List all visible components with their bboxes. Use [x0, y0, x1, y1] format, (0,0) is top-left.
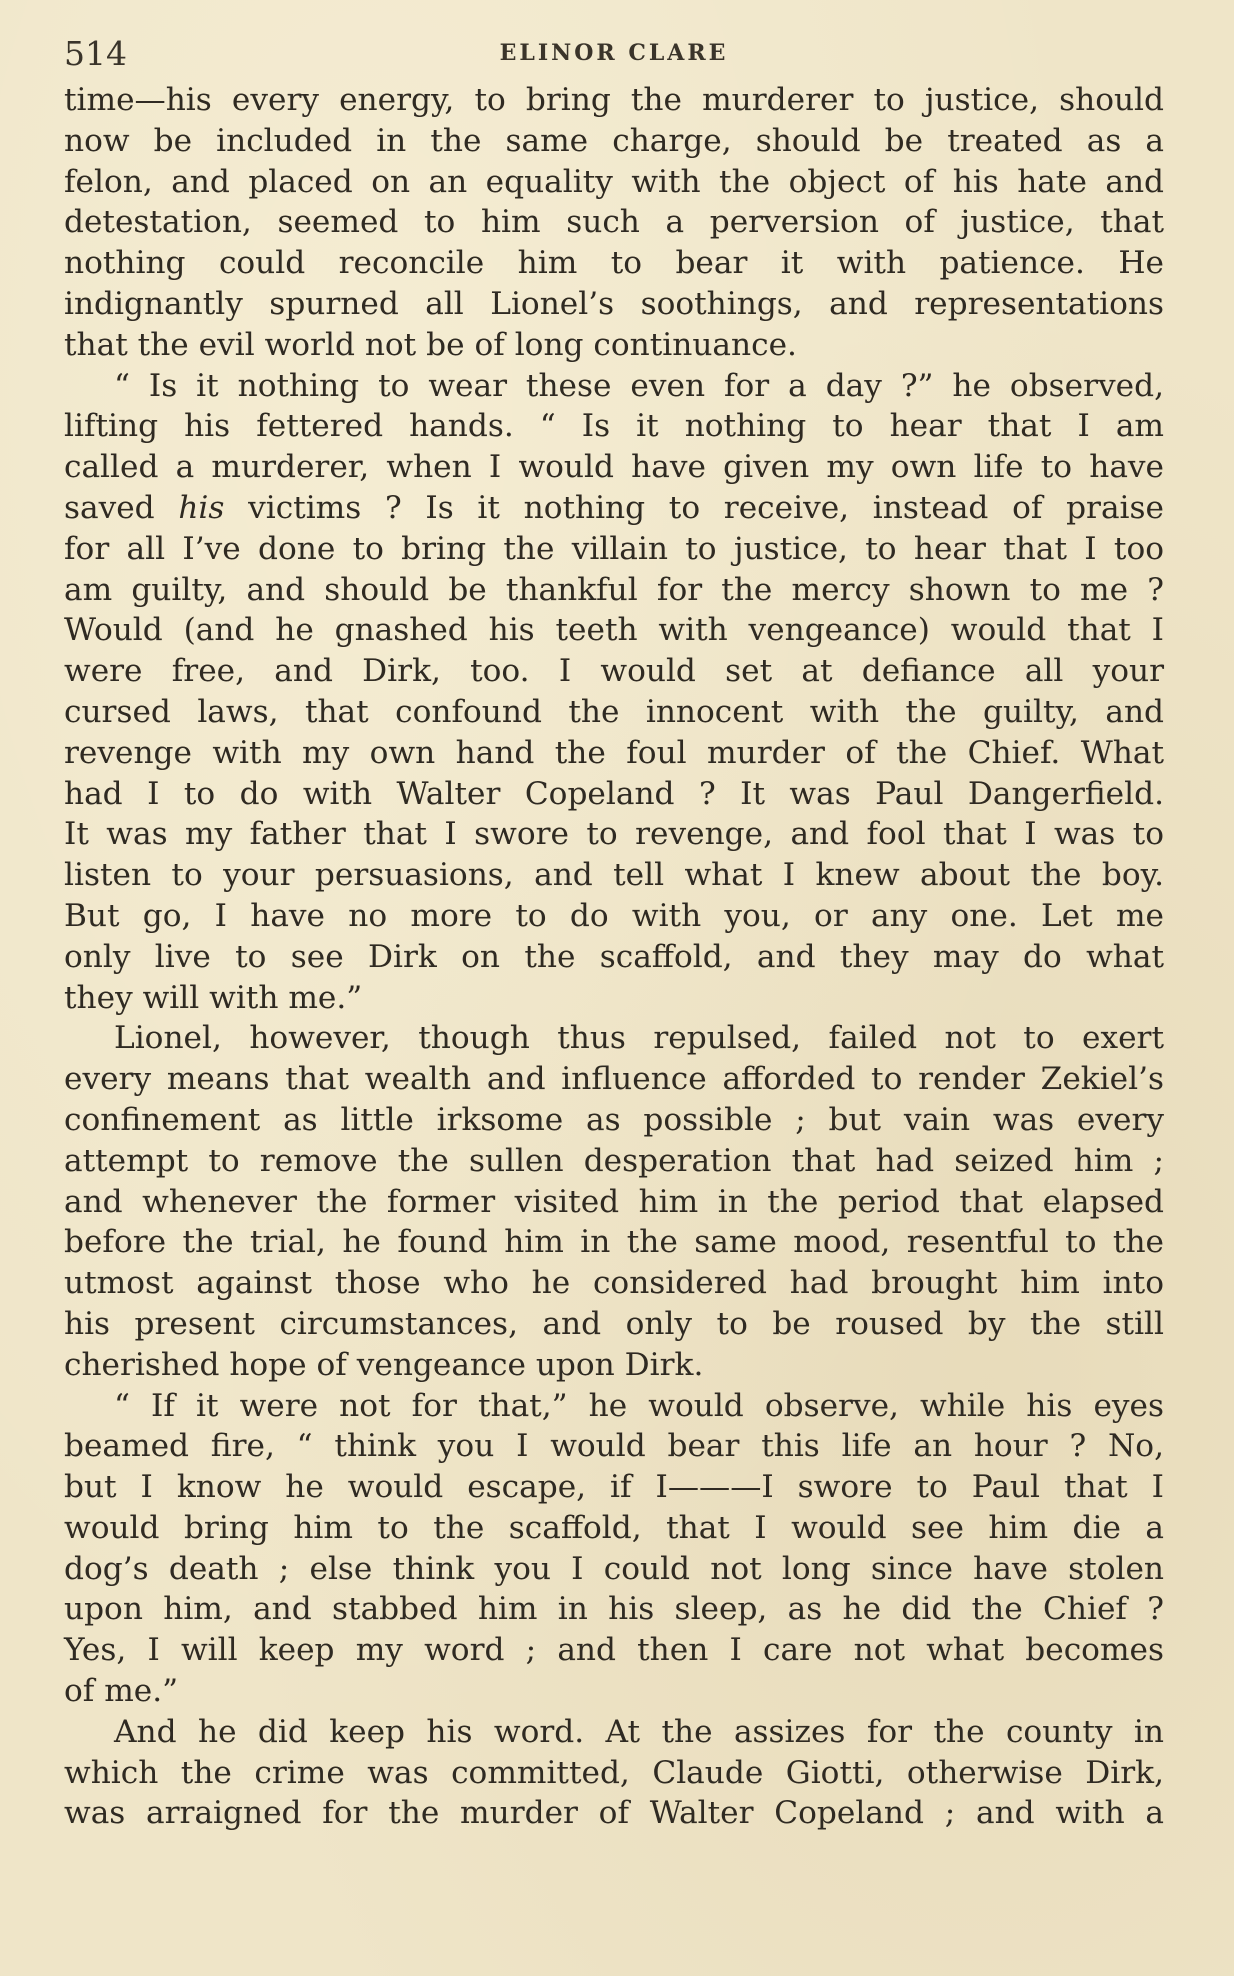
running-title: ELINOR CLARE: [499, 40, 729, 66]
text-line: for all I’ve done to bring the villain to justice, to hear that I too: [64, 530, 1164, 567]
text-line: Lionel, however, though thus repulsed, failed not to exert: [114, 1020, 1164, 1057]
text-line: “ Is it nothing to wear these even for a day ?” he observed,: [114, 367, 1164, 404]
text-line: indignantly spurned all Lionel’s soothings, and representations: [64, 285, 1164, 322]
text-line: detestation, seemed to him such a perversion of justice, that: [64, 204, 1164, 241]
text-line: Would (and he gnashed his teeth with vengeance) would that I: [64, 612, 1164, 649]
text-line: listen to your persuasions, and tell what I knew about the boy.: [64, 857, 1164, 894]
text-line: upon him, and stabbed him in his sleep, as he did the Chief ?: [64, 1591, 1164, 1628]
body-text: [64, 80, 1164, 1834]
text-line: revenge with my own hand the foul murder of the Chief. What: [64, 734, 1164, 771]
text-line: called a murderer, when I would have given my own life to have: [64, 449, 1164, 486]
text-line: which the crime was committed, Claude Giotti, otherwise Dirk,: [64, 1754, 1164, 1791]
text-line: before the trial, he found him in the same mood, resentful to the: [64, 1224, 1164, 1261]
text-line: It was my father that I swore to revenge, and fool that I was to: [64, 816, 1164, 853]
text-run: victims ? Is it nothing to receive, instead of praise: [224, 489, 1164, 526]
text-line: only live to see Dirk on the scaffold, and they may do what: [64, 938, 1164, 975]
text-line: And he did keep his word. At the assizes for the county in: [114, 1713, 1164, 1750]
text-line: confinement as little irksome as possible ; but vain was every: [64, 1101, 1164, 1138]
text-line: that the evil world not be of long continuance.: [64, 326, 797, 363]
text-line: am guilty, and should be thankful for the mercy shown to me ?: [64, 571, 1164, 608]
text-line: of me.”: [64, 1673, 179, 1710]
text-line: had I to do with Walter Copeland ? It was Paul Dangerfield.: [64, 775, 1164, 812]
text-line: Yes, I will keep my word ; and then I care not what becomes: [64, 1632, 1164, 1669]
text-line: was arraigned for the murder of Walter Copeland ; and with a: [64, 1795, 1164, 1832]
text-line: were free, and Dirk, too. I would set at defiance all your: [64, 653, 1164, 690]
text-line: every means that wealth and influence afforded to render Zekiel’s: [64, 1061, 1164, 1098]
text-line: cherished hope of vengeance upon Dirk.: [64, 1346, 704, 1383]
text-line: now be included in the same charge, should be treated as a: [64, 122, 1164, 159]
text-line: [64, 488, 1164, 529]
text-line: beamed fire, “ think you I would bear this life an hour ? No,: [64, 1428, 1164, 1465]
text-line: dog’s death ; else think you I could not long since have stolen: [64, 1550, 1164, 1587]
text-line: time—his every energy, to bring the murderer to justice, should: [64, 82, 1164, 118]
text-line: lifting his fettered hands. “ Is it nothing to hear that I am: [64, 408, 1164, 445]
text-line: would bring him to the scaffold, that I would see him die a: [64, 1509, 1164, 1546]
text-line: his present circumstances, and only to be roused by the still: [64, 1305, 1164, 1342]
text-line: they will with me.”: [64, 979, 363, 1016]
text-line: but I know he would escape, if I———I swore to Paul that I: [64, 1469, 1164, 1506]
text-line: But go, I have no more to do with you, or any one. Let me: [64, 897, 1164, 934]
text-line: and whenever the former visited him in the period that elapsed: [64, 1183, 1164, 1220]
text-line: “ If it were not for that,” he would observe, while his eyes: [114, 1387, 1164, 1424]
text-line: nothing could reconcile him to bear it with patience. He: [64, 245, 1164, 282]
page-number: 514: [64, 34, 127, 73]
text-line: felon, and placed on an equality with the object of his hate and: [64, 163, 1164, 200]
text-run: saved: [64, 489, 179, 526]
text-line: utmost against those who he considered had brought him into: [64, 1265, 1164, 1302]
running-head: [64, 30, 1164, 76]
text-line: attempt to remove the sullen desperation that had seized him ;: [64, 1142, 1164, 1179]
text-line: cursed laws, that confound the innocent with the guilty, and: [64, 693, 1164, 730]
italic-word: his: [178, 489, 225, 526]
